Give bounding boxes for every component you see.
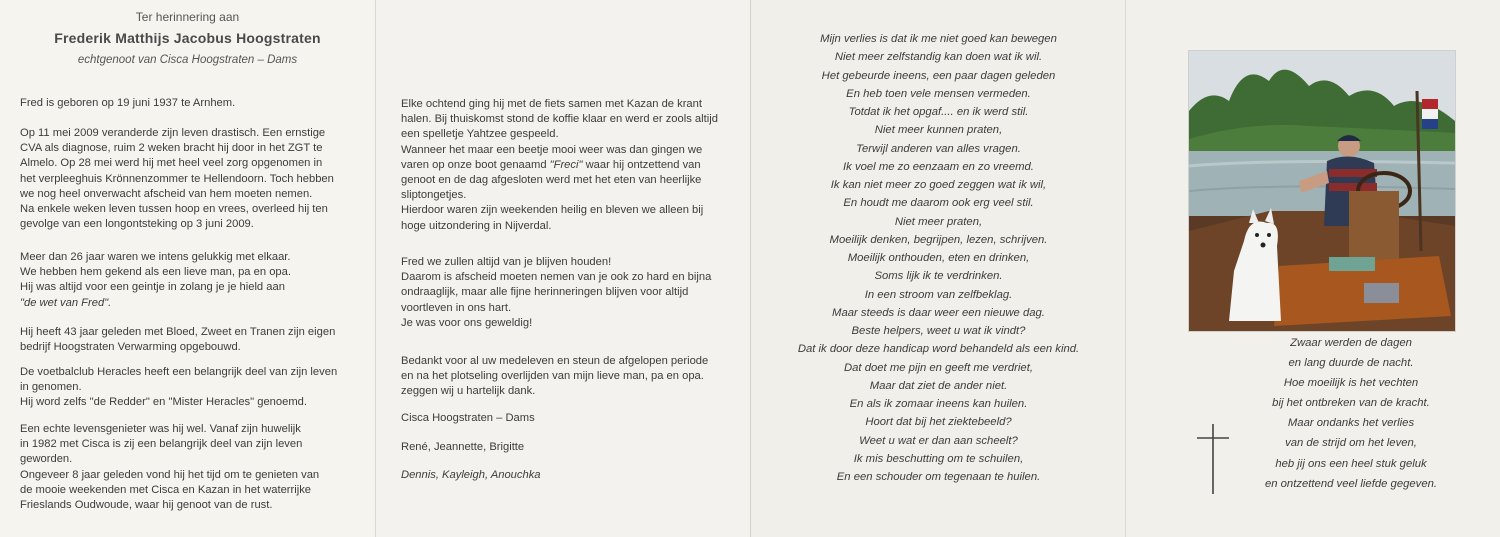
bio-paragraph-heracles: De voetbalclub Heracles heeft een belangrijk deel van zijn leven in genomen. Hij word zelfs "de Redder" en "Mister Heracles" genoemd.	[20, 366, 338, 409]
bio-paragraph-birth: Fred is geboren op 19 juni 1937 te Arnhem.	[20, 97, 236, 109]
poem-line: Ik voel me zo eenzaam en zo vreemd.	[843, 160, 1034, 173]
poem	[751, 30, 1126, 486]
panel-biography-2	[375, 0, 750, 537]
poem-line: En als ik zomaar ineens kan huilen.	[849, 398, 1028, 410]
poem-line: Maar steeds is daar weer een nieuwe dag.	[832, 306, 1045, 319]
poem-line: Moeilijk onthouden, eten en drinken,	[847, 252, 1030, 264]
bio-paragraph-illness: Op 11 mei 2009 veranderde zijn leven drastisch. Een ernstige CVA als diagnose, ruim 2 weken bracht hij door in het ZGT te Almelo. Op 28 mei werd hij met heel veel zorg opgenomen in het verpleeghuis Krönnenzommer te Hellendoorn. Toch hebben we nog heel onverwacht afscheid van hem moeten nemen. Na enkele weken leven tussen hoop en vrees, overleed hij ten gevolge van een longontsteking op 3 juni 2009.	[20, 127, 334, 231]
bio-paragraph-routine: Elke ochtend ging hij met de fiets samen met Kazan de krant halen. Bij thuiskomst stond de koffie klaar en werd er zools altijd een spelletje Yahtzee gespeeld. Wanneer het maar een beetje mooi weer was dan gingen we varen op onze boot genaamd "Freci" waar hij ontzettend van genoot en de dag afgesloten werd met het eten van heerlijke sliptongetjes. Hierdoor waren zijn weekenden heilig en bleven we alleen bij hoge uitzondering in Nijverdal.	[401, 98, 718, 232]
bio-paragraph-happiness: Meer dan 26 jaar waren we intens gelukkig met elkaar. We hebben hem gekend als een lieve man, pa en opa. Hij was altijd voor een geintje in zolang je je hield aan "de wet van Fred".	[20, 251, 291, 309]
poem-line: Hoe moeilijk is het vechten	[1283, 377, 1419, 390]
farewell-paragraph: Fred we zullen altijd van je blijven houden! Daarom is afscheid moeten nemen van je ook zo hard en bijna ondraaglijk, maar alle fijne herinneringen blijven voor altijd voortleven in ons hart. Je was voor ons geweldig!	[401, 256, 712, 329]
signature-spouse: Cisca Hoogstraten – Dams	[401, 412, 535, 424]
poem-line: Ik kan niet meer zo goed zeggen wat ik wil,	[830, 179, 1047, 191]
signature-children: René, Jeannette, Brigitte	[401, 441, 525, 453]
thanks-paragraph: Bedankt voor al uw medeleven en steun de afgelopen periode en na het plotseling overlijden van mijn lieve man, pa en opa. zeggen wij u hartelijk dank.	[401, 355, 709, 398]
poem-line: Niet meer zelfstandig kan doen wat ik wil.	[834, 51, 1043, 64]
poem-line: heb jij ons een heel stuk geluk	[1275, 457, 1427, 470]
deceased-name: Frederik Matthijs Jacobus Hoogstraten	[54, 30, 321, 46]
panel-photo	[1125, 0, 1500, 537]
poem-line: Niet meer kunnen praten,	[874, 124, 1003, 137]
poem-line: Dat ik door deze handicap word behandeld als een kind.	[797, 343, 1080, 356]
poem-line: Terwijl anderen van alles vragen.	[856, 142, 1021, 155]
bio-paragraph-business: Hij heeft 43 jaar geleden met Bloed, Zweet en Tranen zijn eigen bedrijf Hoogstraten Verwarming opgebouwd.	[20, 326, 336, 354]
bio-paragraph-marriage: Een echte levensgenieter was hij wel. Vanaf zijn huwelijk in 1982 met Cisca is zij een belangrijk deel van zijn leven geworden. Ongeveer 8 jaar geleden vond hij het tijd om te genieten van de mooie weekenden met Cisca en Kazan in het waterrijke Frieslands Oudwoude, waar hij genoot van de rust.	[20, 423, 320, 512]
poem-line: Het gebeurde ineens, een paar dagen geleden	[821, 69, 1056, 82]
poem-line: Dat doet me pijn en geeft me verdriet,	[843, 361, 1033, 374]
poem-line: van de strijd om het leven,	[1285, 437, 1417, 450]
signature-grandchildren: Dennis, Kayleigh, Anouchka	[401, 469, 541, 481]
poem-line: Soms lijk ik te verdrinken.	[874, 270, 1003, 283]
poem-line: Ik mis beschutting om te schuilen,	[853, 452, 1024, 465]
poem-line: En houdt me daarom ook erg veel stil.	[843, 197, 1034, 210]
memorial-photo	[1188, 50, 1456, 332]
poem-line: en lang duurde de nacht.	[1288, 357, 1414, 370]
closing-poem	[1201, 333, 1500, 494]
spouse-line: echtgenoot van Cisca Hoogstraten – Dams	[77, 54, 298, 66]
poem-line: Maar dat ziet de ander niet.	[869, 379, 1008, 392]
poem-line: Niet meer praten,	[894, 215, 983, 228]
panel-biography-1	[0, 0, 375, 537]
poem-line: Mijn verlies is dat ik me niet goed kan bewegen	[820, 33, 1057, 45]
poem-line: Moeilijk denken, begrijpen, lezen, schrijven.	[829, 233, 1048, 246]
boat-name: "Freci"	[549, 158, 583, 171]
poem-line: In een stroom van zelfbeklag.	[864, 288, 1013, 301]
poem-line: En heb toen vele mensen vermeden.	[846, 87, 1031, 100]
poem-line: Maar ondanks het verlies	[1287, 417, 1415, 430]
poem-line: Totdat ik het opgaf.... en ik werd stil.	[848, 106, 1029, 118]
poem-line: bij het ontbreken van de kracht.	[1272, 397, 1430, 410]
panel-poem	[750, 0, 1125, 537]
poem-line: Zwaar werden de dagen	[1290, 337, 1412, 349]
poem-line: En een schouder om tegenaan te huilen.	[836, 471, 1041, 483]
poem-line: Hoort dat bij het ziektebeeld?	[865, 416, 1012, 429]
poem-line: en ontzettend veel liefde gegeven.	[1264, 477, 1438, 490]
poem-line: Weet u wat er dan aan scheelt?	[859, 434, 1018, 447]
memorial-heading: Ter herinnering aan	[135, 10, 240, 24]
poem-line: Beste helpers, weet u wat ik vindt?	[851, 325, 1026, 337]
